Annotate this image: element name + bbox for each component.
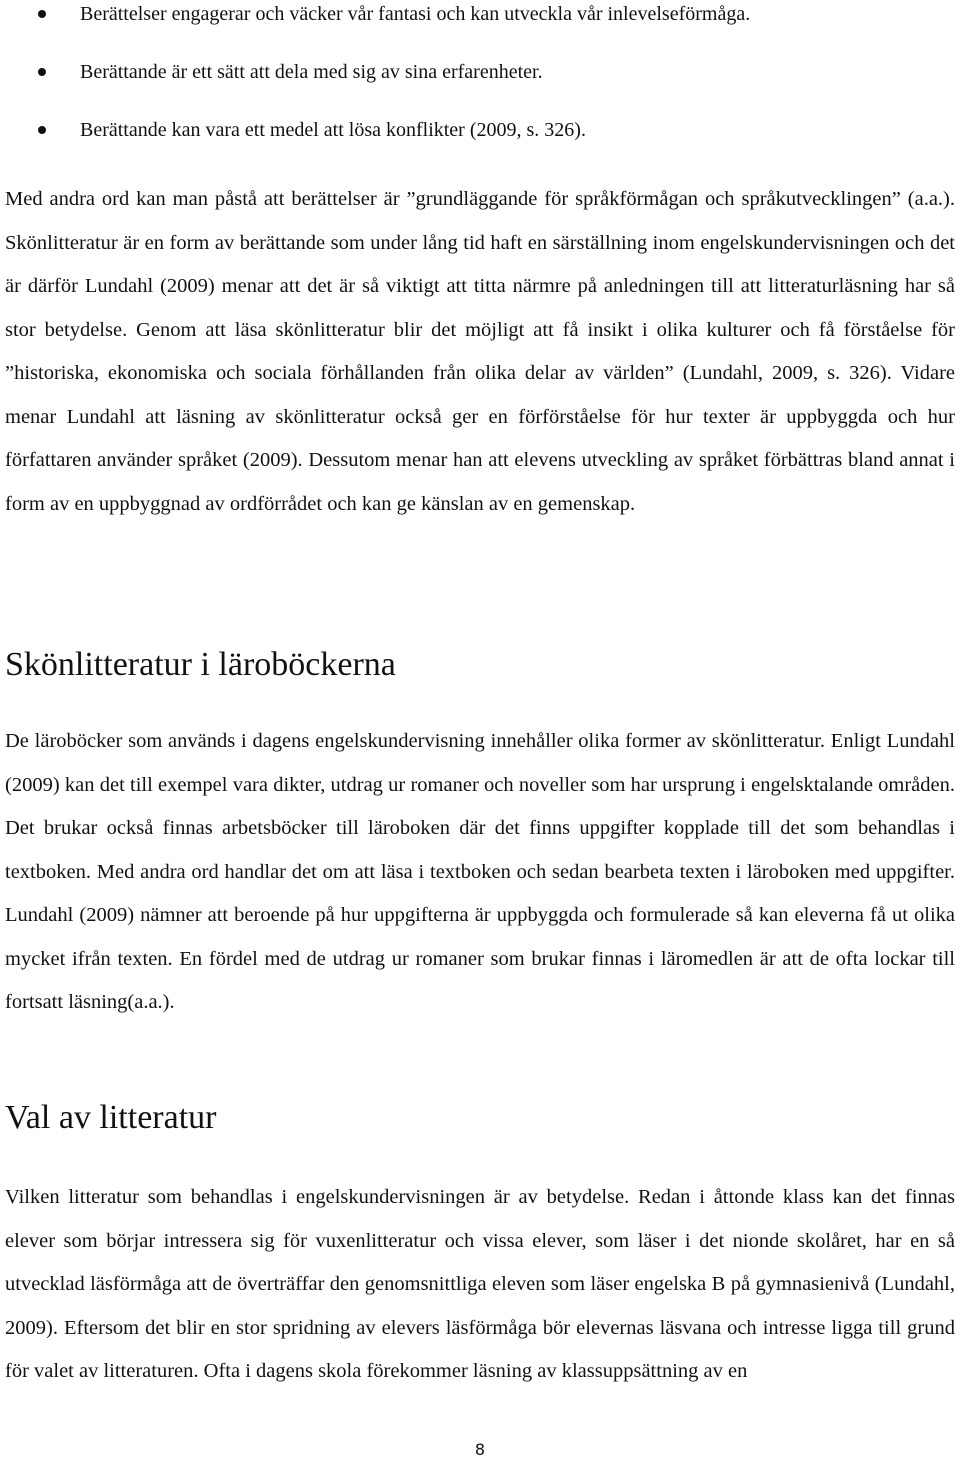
bullet-icon	[38, 10, 46, 18]
bullet-item	[0, 0, 960, 28]
bullet-text: Berättelser engagerar och väcker vår fantasi och kan utveckla vår inlevelseförmåga.	[80, 3, 751, 25]
bullet-list	[0, 0, 960, 174]
section-heading-skonlitteratur: Skönlitteratur i läroböckerna	[5, 646, 396, 683]
bullet-item	[0, 58, 960, 86]
bullet-text: Berättande kan vara ett medel att lösa konflikter (2009, s. 326).	[80, 119, 586, 141]
bullet-item	[0, 116, 960, 144]
paragraph-2: De läroböcker som används i dagens engelskundervisning innehåller olika former av skönlitteratur. Enligt Lundahl (2009) kan det till exempel vara dikter, utdrag ur romaner och noveller som har ursprung i engelsktalande områden. Det brukar också finnas arbetsböcker till läroboken där det finns uppgifter kopplade till det som behandlas i textboken. Med andra ord handlar det om att läsa i textboken och sedan bearbeta texten i läroboken med uppgifter. Lundahl (2009) nämner att beroende på hur uppgifterna är uppbyggda och formulerade så kan eleverna få ut olika mycket ifrån texten. En fördel med de utdrag ur romaner som brukar finnas i läromedlen är att de ofta lockar till fortsatt läsning(a.a.).	[5, 730, 955, 1013]
bullet-icon	[38, 126, 46, 134]
bullet-text: Berättande är ett sätt att dela med sig av sina erfarenheter.	[80, 61, 543, 83]
paragraph-3: Vilken litteratur som behandlas i engelskundervisningen är av betydelse. Redan i åttonde klass kan det finnas elever som börjar intressera sig för vuxenlitteratur och vissa elever, som läser i det nionde skolåret, har en så utvecklad läsförmåga att de överträffar den genomsnittliga eleven som läser engelska B på gymnasienivå (Lundahl, 2009). Eftersom det blir en stor spridning av elevers läsförmåga bör elevernas läsvana och intresse ligga till grund för valet av litteraturen. Ofta i dagens skola förekommer läsning av klassuppsättning av en	[5, 1186, 955, 1382]
bullet-icon	[38, 68, 46, 76]
paragraph-1: Med andra ord kan man påstå att berättelser är ”grundläggande för språkförmågan och språkutvecklingen” (a.a.). Skönlitteratur är en form av berättande som under lång tid haft en särställning inom engelskundervisningen och det är därför Lundahl (2009) menar att det är så viktigt att titta närmre på anledningen till att litteraturläsning har så stor betydelse. Genom att läsa skönlitteratur blir det möjligt att få insikt i olika kulturer och få förståelse för ”historiska, ekonomiska och sociala förhållanden från olika delar av världen” (Lundahl, 2009, s. 326). Vidare menar Lundahl att läsning av skönlitteratur också ger en förförståelse för hur texter är uppbyggda och hur författaren använder språket (2009). Dessutom menar han att elevens utveckling av språket förbättras bland annat i form av en uppbyggnad av ordförrådet och kan ge känslan av en gemenskap.	[5, 188, 955, 515]
page-number: 8	[474, 1440, 486, 1459]
section-heading-val-av-litteratur: Val av litteratur	[5, 1099, 217, 1136]
